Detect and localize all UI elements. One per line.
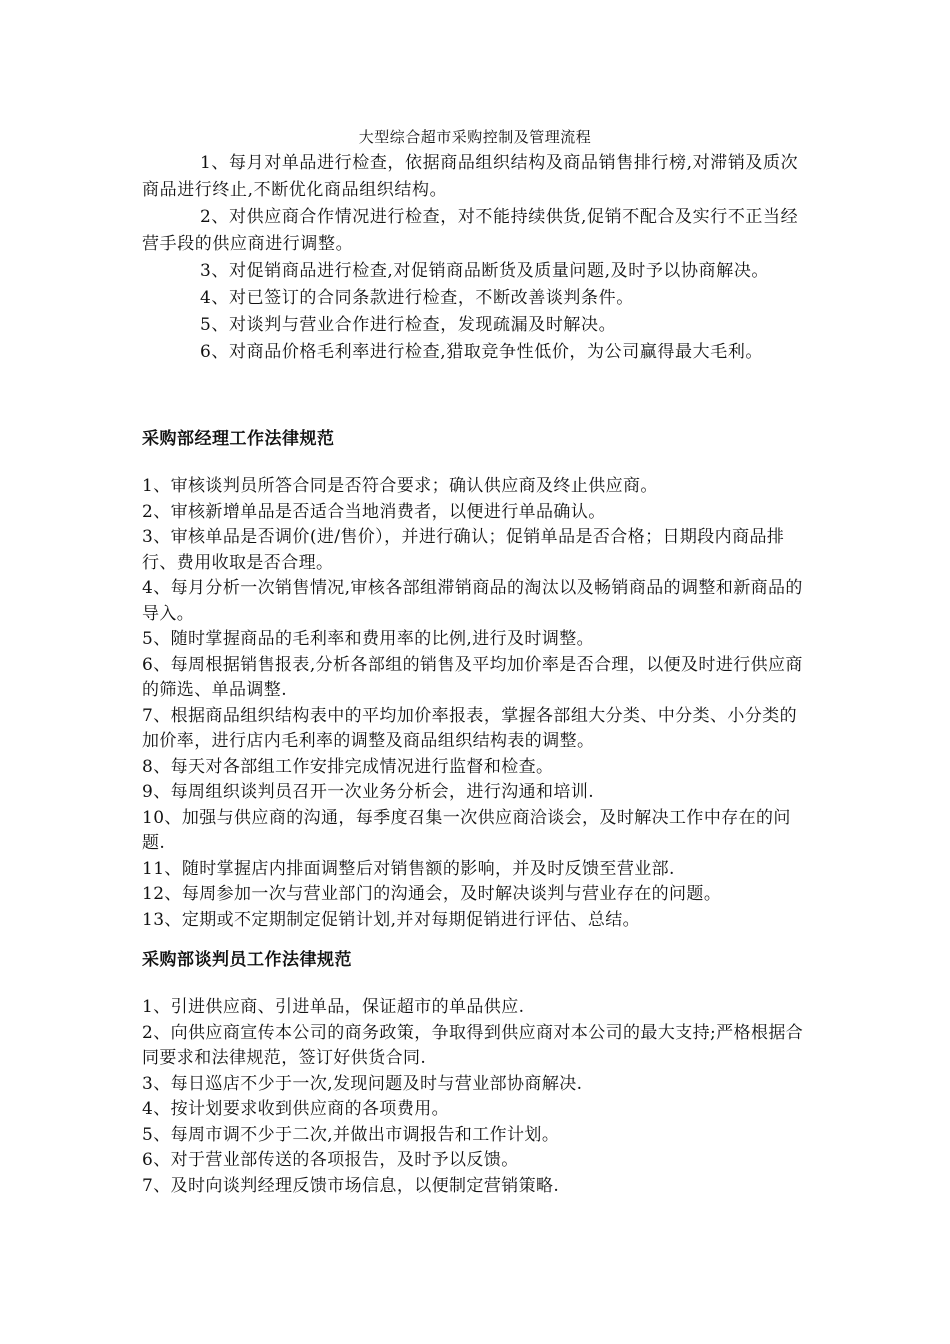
intro-item: 5、对谈判与营业合作进行检查，发现疏漏及时解决。: [200, 315, 617, 335]
list-item: 12、每周参加一次与营业部门的沟通会，及时解决谈判与营业存在的问题。: [142, 884, 722, 904]
list-item: 8、每天对各部组工作安排完成情况进行监督和检查。: [142, 756, 554, 777]
intro-item: 3、对促销商品进行检查,对促销商品断货及质量问题,及时予以协商解决。: [200, 261, 770, 281]
manager-section-heading: 采购部经理工作法律规范: [142, 429, 335, 449]
intro-item: 6、对商品价格毛利率进行检查,猎取竞争性低价，为公司赢得最大毛利。: [200, 342, 764, 362]
list-item: 5、随时掌握商品的毛利率和费用率的比例,进行及时调整。: [142, 629, 595, 649]
intro-item: 2、对供应商合作情况进行检查，对不能持续供货,促销不配合及实行不正当经营手段的供应商进行调整。: [142, 207, 799, 254]
intro-item: 4、对已签订的合同条款进行检查，不断改善谈判条件。: [200, 288, 634, 308]
list-item: 4、按计划要求收到供应商的各项费用。: [142, 1099, 450, 1119]
list-item: 13、定期或不定期制定促销计划,并对每期促销进行评估、总结。: [142, 909, 641, 930]
negotiator-section-heading: 采购部谈判员工作法律规范: [142, 950, 352, 970]
list-item: 7、及时向谈判经理反馈市场信息，以便制定营销策略.: [142, 1175, 560, 1196]
intro-list: [142, 150, 808, 366]
list-item: 4、每月分析一次销售情况,审核各部组滞销商品的淘汰以及畅销商品的调整和新商品的导入。: [142, 578, 803, 624]
list-item: 10、加强与供应商的沟通，每季度召集一次供应商洽谈会，及时解决工作中存在的问题.: [142, 807, 791, 853]
list-item: 1、审核谈判员所答合同是否符合要求；确认供应商及终止供应商。: [142, 476, 658, 496]
negotiator-duties-list: [142, 995, 806, 1199]
list-item: 6、对于营业部传送的各项报告，及时予以反馈。: [142, 1150, 519, 1170]
list-item: 2、审核新增单品是否适合当地消费者，以便进行单品确认。: [142, 501, 606, 522]
list-item: 5、每周市调不少于二次,并做出市调报告和工作计划。: [142, 1124, 560, 1145]
list-item: 2、向供应商宣传本公司的商务政策，争取得到供应商对本公司的最大支持;严格根据合同要求和法律规范，签订好供货合同.: [142, 1022, 804, 1068]
document-title: 大型综合超市采购控制及管理流程: [358, 128, 592, 146]
list-item: 3、审核单品是否调价(进/售价），并进行确认；促销单品是否合格；日期段内商品排行、费用收取是否合理。: [142, 527, 785, 573]
list-item: 9、每周组织谈判员召开一次业务分析会，进行沟通和培训.: [142, 782, 595, 802]
list-item: 6、每周根据销售报表,分析各部组的销售及平均加价率是否合理，以便及时进行供应商的筛选、单品调整.: [142, 654, 803, 700]
intro-item: 1、每月对单品进行检查，依据商品组织结构及商品销售排行榜,对滞销及质次商品进行终止,不断优化商品组织结构。: [142, 153, 799, 200]
list-item: 7、根据商品组织结构表中的平均加价率报表，掌握各部组大分类、中分类、小分类的加价率，进行店内毛利率的调整及商品组织结构表的调整。: [142, 705, 798, 751]
manager-duties-list: [142, 474, 806, 933]
list-item: 1、引进供应商、引进单品，保证超市的单品供应.: [142, 997, 525, 1017]
list-item: 11、随时掌握店内排面调整后对销售额的影响，并及时反馈至营业部.: [142, 858, 675, 879]
list-item: 3、每日巡店不少于一次,发现问题及时与营业部协商解决.: [142, 1073, 583, 1094]
